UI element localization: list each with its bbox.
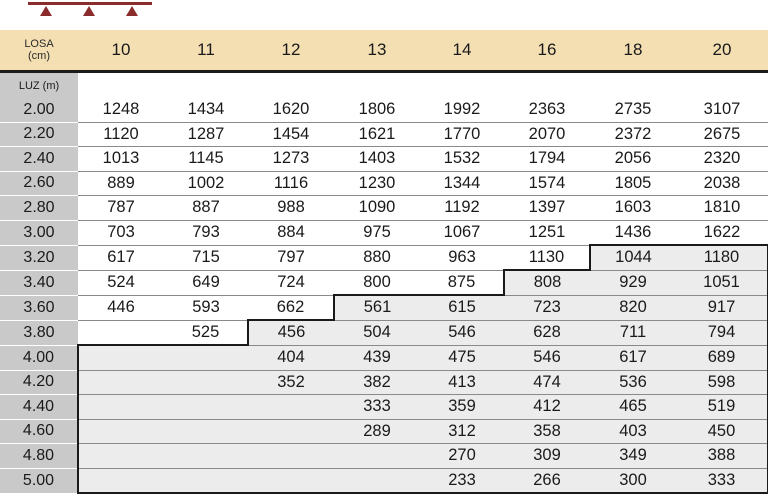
load-cell: 1403 (334, 147, 420, 172)
load-cell: 1434 (164, 98, 248, 122)
load-cell: 2735 (590, 98, 676, 122)
span-cell: 2.60 (0, 171, 78, 196)
load-cell: 889 (78, 171, 164, 196)
load-cell: 1397 (504, 196, 590, 221)
load-cell: 2070 (504, 122, 590, 147)
load-cell: 887 (164, 196, 248, 221)
table-row (0, 370, 768, 395)
span-cell: 5.00 (0, 468, 78, 493)
load-cell (78, 345, 164, 370)
load-cell: 1436 (590, 220, 676, 245)
header-row (0, 30, 768, 72)
span-cell: 4.60 (0, 419, 78, 444)
load-cell: 1770 (420, 122, 504, 147)
thickness-header: 14 (420, 30, 504, 72)
load-cell (164, 468, 248, 493)
span-cell: 2.00 (0, 98, 78, 122)
load-cell: 880 (334, 245, 420, 270)
load-cell: 963 (420, 245, 504, 270)
table-row (0, 147, 768, 172)
load-cell: 1805 (590, 171, 676, 196)
load-cell: 312 (420, 419, 504, 444)
load-cell: 593 (164, 295, 248, 320)
load-cell: 561 (334, 295, 420, 320)
thickness-header: 13 (334, 30, 420, 72)
load-cell (164, 345, 248, 370)
load-cell: 233 (420, 468, 504, 493)
load-cell: 1344 (420, 171, 504, 196)
load-cell: 711 (590, 320, 676, 345)
load-cell (248, 419, 334, 444)
table-row (0, 196, 768, 221)
load-cell: 519 (676, 395, 768, 420)
load-cell: 615 (420, 295, 504, 320)
load-cell: 1192 (420, 196, 504, 221)
losa-label: LOSA (24, 38, 54, 50)
load-cell: 1013 (78, 147, 164, 172)
load-cell: 439 (334, 345, 420, 370)
table-row (0, 171, 768, 196)
span-cell: 3.00 (0, 220, 78, 245)
load-cell: 524 (78, 270, 164, 295)
load-cell: 450 (676, 419, 768, 444)
table-row (0, 419, 768, 444)
load-cell: 266 (504, 468, 590, 493)
load-cell: 3107 (676, 98, 768, 122)
table-row (0, 122, 768, 147)
table-row (0, 295, 768, 320)
load-cell: 474 (504, 370, 590, 395)
span-cell: 4.80 (0, 444, 78, 469)
load-cell (248, 444, 334, 469)
load-cell: 270 (420, 444, 504, 469)
load-cell (78, 320, 164, 345)
load-cell: 797 (248, 245, 334, 270)
load-cell (164, 395, 248, 420)
load-cell: 2372 (590, 122, 676, 147)
load-cell: 1251 (504, 220, 590, 245)
load-cell: 1002 (164, 171, 248, 196)
load-cell: 546 (420, 320, 504, 345)
load-cell: 404 (248, 345, 334, 370)
load-table (0, 30, 768, 494)
table-row (0, 468, 768, 493)
load-cell (78, 370, 164, 395)
load-cell: 413 (420, 370, 504, 395)
load-cell: 1603 (590, 196, 676, 221)
load-cell: 403 (590, 419, 676, 444)
load-cell (164, 444, 248, 469)
load-cell (334, 444, 420, 469)
load-cell: 662 (248, 295, 334, 320)
table-row (0, 395, 768, 420)
load-cell: 617 (78, 245, 164, 270)
load-cell: 289 (334, 419, 420, 444)
load-cell: 917 (676, 295, 768, 320)
load-cell: 412 (504, 395, 590, 420)
load-cell: 358 (504, 419, 590, 444)
load-cell: 388 (676, 444, 768, 469)
load-cell (164, 370, 248, 395)
thickness-header: 10 (78, 30, 164, 72)
load-cell: 1532 (420, 147, 504, 172)
load-cell: 1067 (420, 220, 504, 245)
load-cell: 352 (248, 370, 334, 395)
load-cell: 2675 (676, 122, 768, 147)
load-cell: 446 (78, 295, 164, 320)
load-cell (78, 468, 164, 493)
load-cell: 723 (504, 295, 590, 320)
load-cell: 1044 (590, 245, 676, 270)
thickness-header: 11 (164, 30, 248, 72)
load-cell: 1620 (248, 98, 334, 122)
load-cell: 1992 (420, 98, 504, 122)
span-cell: 2.20 (0, 122, 78, 147)
span-cell: 2.40 (0, 147, 78, 172)
luz-label-row (0, 72, 768, 99)
load-cell: 1621 (334, 122, 420, 147)
load-cell: 628 (504, 320, 590, 345)
load-cell: 1116 (248, 171, 334, 196)
load-cell: 1090 (334, 196, 420, 221)
luz-label: LUZ (m) (0, 72, 78, 99)
load-cell: 2038 (676, 171, 768, 196)
load-cell: 456 (248, 320, 334, 345)
table-row (0, 220, 768, 245)
load-cell (248, 468, 334, 493)
load-cell: 988 (248, 196, 334, 221)
thickness-header: 16 (504, 30, 590, 72)
thickness-header: 12 (248, 30, 334, 72)
load-cell: 1794 (504, 147, 590, 172)
load-cell: 703 (78, 220, 164, 245)
load-cell: 300 (590, 468, 676, 493)
load-cell: 2363 (504, 98, 590, 122)
load-cell: 1273 (248, 147, 334, 172)
load-cell: 724 (248, 270, 334, 295)
load-cell (334, 468, 420, 493)
load-cell: 382 (334, 370, 420, 395)
table-row (0, 320, 768, 345)
span-cell: 4.20 (0, 370, 78, 395)
load-cell: 309 (504, 444, 590, 469)
load-cell: 2320 (676, 147, 768, 172)
load-cell: 2056 (590, 147, 676, 172)
load-cell: 1622 (676, 220, 768, 245)
load-cell (164, 419, 248, 444)
load-cell: 617 (590, 345, 676, 370)
load-cell: 1806 (334, 98, 420, 122)
load-cell: 649 (164, 270, 248, 295)
load-cell: 475 (420, 345, 504, 370)
load-cell (78, 395, 164, 420)
load-cell: 1145 (164, 147, 248, 172)
load-cell: 349 (590, 444, 676, 469)
load-cell: 808 (504, 270, 590, 295)
load-cell: 1120 (78, 122, 164, 147)
load-cell: 1287 (164, 122, 248, 147)
load-cell: 333 (334, 395, 420, 420)
load-cell: 794 (676, 320, 768, 345)
load-cell: 787 (78, 196, 164, 221)
load-cell: 689 (676, 345, 768, 370)
load-cell: 800 (334, 270, 420, 295)
table-row (0, 345, 768, 370)
span-cell: 4.40 (0, 395, 78, 420)
table-row (0, 98, 768, 122)
load-cell: 1180 (676, 245, 768, 270)
span-cell: 4.00 (0, 345, 78, 370)
table-row (0, 245, 768, 270)
load-cell: 884 (248, 220, 334, 245)
span-cell: 3.80 (0, 320, 78, 345)
support-beam-icon (0, 0, 160, 28)
load-cell: 333 (676, 468, 768, 493)
load-cell (248, 395, 334, 420)
losa-header (0, 30, 78, 72)
thickness-header: 18 (590, 30, 676, 72)
load-cell (78, 419, 164, 444)
load-cell: 1248 (78, 98, 164, 122)
load-cell: 875 (420, 270, 504, 295)
load-cell: 1230 (334, 171, 420, 196)
load-cell: 1454 (248, 122, 334, 147)
load-cell: 1130 (504, 245, 590, 270)
load-cell: 546 (504, 345, 590, 370)
span-cell: 3.40 (0, 270, 78, 295)
table-row (0, 444, 768, 469)
span-cell: 2.80 (0, 196, 78, 221)
load-cell: 1051 (676, 270, 768, 295)
load-cell: 525 (164, 320, 248, 345)
load-cell: 504 (334, 320, 420, 345)
load-cell (78, 444, 164, 469)
load-cell: 820 (590, 295, 676, 320)
span-cell: 3.20 (0, 245, 78, 270)
table-row (0, 270, 768, 295)
load-cell: 715 (164, 245, 248, 270)
losa-unit: (cm) (28, 50, 50, 62)
load-cell: 598 (676, 370, 768, 395)
load-cell: 793 (164, 220, 248, 245)
span-cell: 3.60 (0, 295, 78, 320)
load-cell: 359 (420, 395, 504, 420)
load-cell: 465 (590, 395, 676, 420)
load-cell: 975 (334, 220, 420, 245)
load-cell: 1810 (676, 196, 768, 221)
thickness-header: 20 (676, 30, 768, 72)
load-cell: 929 (590, 270, 676, 295)
load-cell: 536 (590, 370, 676, 395)
load-cell: 1574 (504, 171, 590, 196)
